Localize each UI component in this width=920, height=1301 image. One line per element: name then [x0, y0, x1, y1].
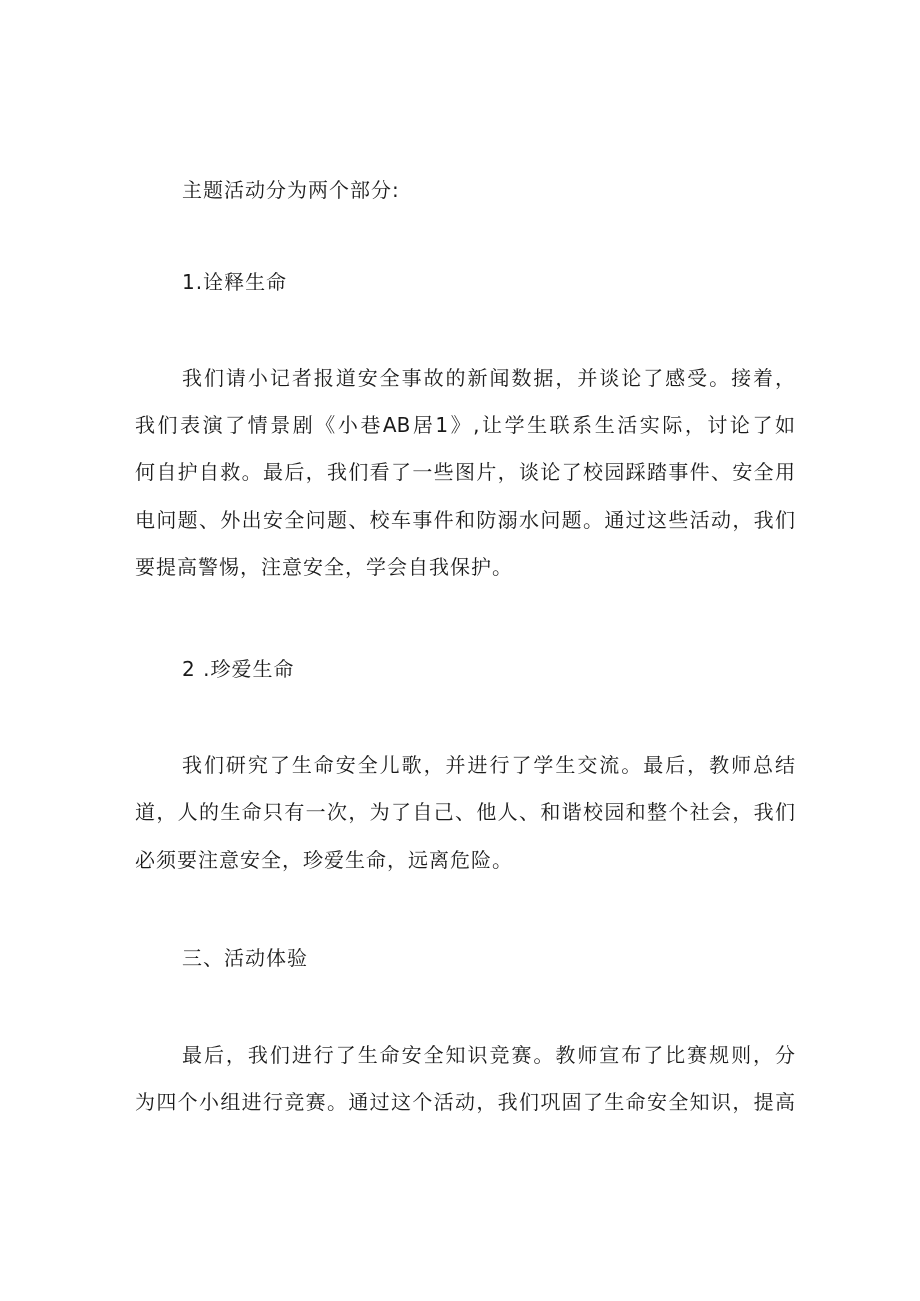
paragraph-line: 最后，我们进行了生命安全知识竞赛。教师宣布了比赛规则，分: [182, 1043, 795, 1067]
paragraph-line: 我们请小记者报道安全事故的新闻数据，并谈论了感受。接着，: [182, 366, 795, 390]
paragraph-line: 为四个小组进行竞赛。通过这个活动，我们巩固了生命安全知识，提高: [135, 1090, 795, 1114]
paragraph-line: 我们表演了情景剧《小巷AB居1》,让学生联系生活实际，讨论了如: [135, 413, 795, 437]
paragraph-line: 道，人的生命只有一次，为了自己、他人、和谐校园和整个社会，我们: [135, 800, 795, 824]
paragraph-line: 我们研究了生命安全儿歌，并进行了学生交流。最后，教师总结: [182, 753, 795, 777]
intro-paragraph: 主题活动分为两个部分:: [182, 178, 400, 202]
paragraph-line: 何自护自救。最后，我们看了一些图片，谈论了校园踩踏事件、安全用: [135, 460, 795, 484]
section-heading-1: 1.诠释生命: [182, 270, 288, 294]
section-heading-3: 三、活动体验: [182, 946, 308, 970]
paragraph-line: 必须要注意安全，珍爱生命，远离危险。: [135, 848, 513, 872]
paragraph-line: 要提高警惕，注意安全，学会自我保护。: [135, 555, 513, 579]
paragraph-line: 电问题、外出安全问题、校车事件和防溺水问题。通过这些活动，我们: [135, 508, 795, 532]
section-heading-2: 2 .珍爱生命: [182, 657, 295, 681]
